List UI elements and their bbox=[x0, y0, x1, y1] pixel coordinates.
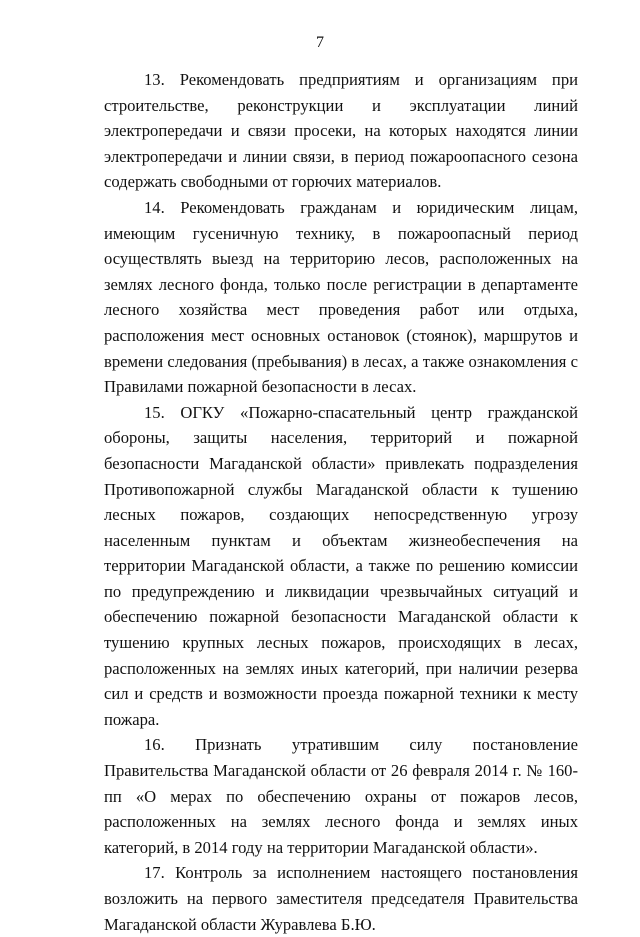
page-number: 7 bbox=[316, 34, 324, 51]
paragraph-15: 15. ОГКУ «Пожарно-спасательный центр гражданской обороны, защиты населения, территорий и пожарной безопасности Магаданской области» привлекать подразделения Противопожарной службы Магаданской области к тушению лесных пожаров, создающих непосредственную угрозу населенным пунктам и объектам жизнеобеспечения на территории Магаданской области, а также по решению комиссии по предупреждению и ликвидации чрезвычайных ситуаций и обеспечению пожарной безопасности Магаданской области к тушению крупных лесных пожаров, происходящих в лесах, расположенных на землях иных категорий, при наличии резерва сил и средств и возможности проезда пожарной техники к месту пожара. bbox=[104, 402, 578, 729]
document-body bbox=[104, 67, 578, 937]
paragraph-14: 14. Рекомендовать гражданам и юридическим лицам, имеющим гусеничную технику, в пожароопасный период осуществлять выезд на территорию лесов, расположенных на землях лесного фонда, только после регистрации в департаменте лесного хозяйства мест проведения работ или отдыха, расположения мест основных остановок (стоянок), маршрутов и времени следования (пребывания) в лесах, а также ознакомления с Правилами пожарной безопасности в лесах. bbox=[104, 197, 578, 397]
paragraph-16: 16. Признать утратившим силу постановление Правительства Магаданской области от 26 февраля 2014 г. № 160-пп «О мерах по обеспечению охраны от пожаров лесов, расположенных на землях лесного фонда и землях иных категорий, в 2014 году на территории Магаданской области». bbox=[104, 735, 578, 857]
paragraph-17: 17. Контроль за исполнением настоящего постановления возложить на первого заместителя председателя Правительства Магаданской области Журавлева Б.Ю. bbox=[104, 863, 578, 934]
paragraph-13: 13. Рекомендовать предприятиям и организациям при строительстве, реконструкции и эксплуатации линий электропередачи и связи просеки, на которых находятся линии электропередачи и линии связи, в период пожароопасного сезона содержать свободными от горючих материалов. bbox=[104, 70, 578, 192]
